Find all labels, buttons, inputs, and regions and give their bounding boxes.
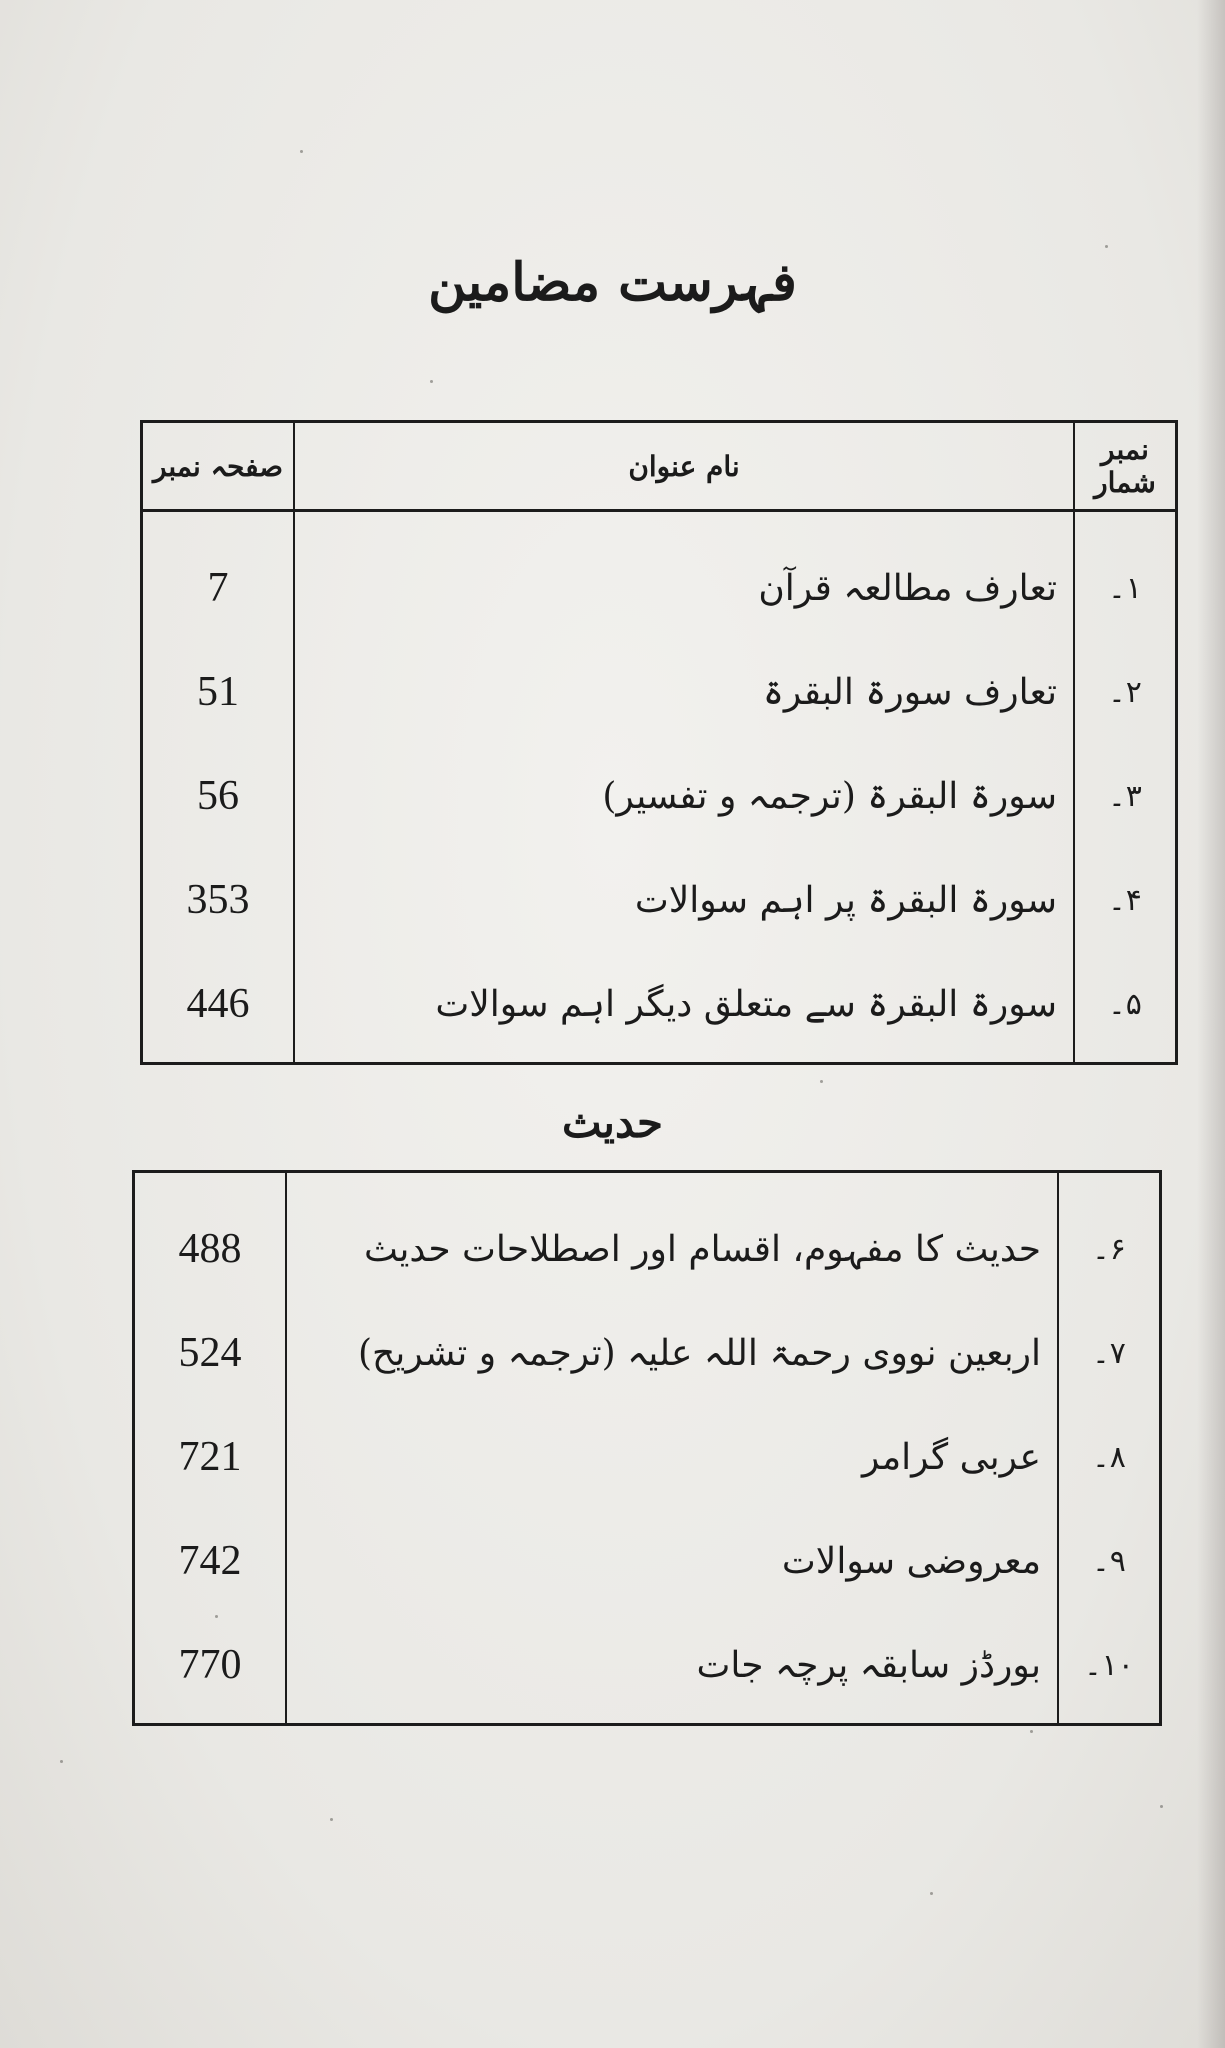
row-number: ۷۔ [1058, 1301, 1161, 1405]
section-title-hadith: حدیث [562, 1098, 663, 1147]
row-number: ۶۔ [1058, 1172, 1161, 1302]
row-number: ۵۔ [1074, 952, 1177, 1064]
paper-speck [60, 1760, 63, 1763]
table-row [142, 511, 1177, 641]
paper-speck [930, 1892, 933, 1895]
row-title: سورۃ البقرۃ پر اہم سوالات [294, 848, 1074, 952]
page-title: فہرست مضامین [428, 252, 797, 313]
row-title: تعارف مطالعہ قرآن [294, 511, 1074, 641]
table-row [142, 744, 1177, 848]
paper-speck [1030, 1730, 1033, 1733]
row-page: 353 [142, 848, 295, 952]
row-page: 524 [134, 1301, 287, 1405]
row-number: ۹۔ [1058, 1509, 1161, 1613]
table-row [134, 1509, 1161, 1613]
row-page: 56 [142, 744, 295, 848]
row-title: عربی گرامر [286, 1405, 1058, 1509]
paper-speck [430, 380, 433, 383]
table-row [134, 1301, 1161, 1405]
row-title: سورۃ البقرۃ سے متعلق دیگر اہم سوالات [294, 952, 1074, 1064]
row-title: حدیث کا مفہوم، اقسام اور اصطلاحات حدیث [286, 1172, 1058, 1302]
row-number: ۱۰۔ [1058, 1613, 1161, 1725]
header-page: صفحہ نمبر [142, 422, 295, 511]
contents-table-quran [140, 420, 1178, 1065]
table-header-row [142, 422, 1177, 511]
row-page: 446 [142, 952, 295, 1064]
row-page: 51 [142, 640, 295, 744]
paper-speck [1105, 245, 1108, 248]
paper-speck [330, 1818, 333, 1821]
row-page: 7 [142, 511, 295, 641]
row-number: ۸۔ [1058, 1405, 1161, 1509]
row-title: اربعین نووی رحمۃ اللہ علیہ (ترجمہ و تشریح) [286, 1301, 1058, 1405]
row-page: 721 [134, 1405, 287, 1509]
header-number: نمبر شمار [1074, 422, 1177, 511]
paper-speck [300, 150, 303, 153]
table-row [134, 1613, 1161, 1725]
table-row [142, 848, 1177, 952]
table-row [142, 640, 1177, 744]
row-number: ۳۔ [1074, 744, 1177, 848]
row-page: 488 [134, 1172, 287, 1302]
contents-table-hadith [132, 1170, 1162, 1726]
row-title: سورۃ البقرۃ (ترجمہ و تفسیر) [294, 744, 1074, 848]
table-row [142, 952, 1177, 1064]
paper-speck [820, 1080, 823, 1083]
row-number: ۱۔ [1074, 511, 1177, 641]
row-page: 770 [134, 1613, 287, 1725]
row-number: ۴۔ [1074, 848, 1177, 952]
paper-speck [1160, 1805, 1163, 1808]
row-title: بورڈز سابقہ پرچہ جات [286, 1613, 1058, 1725]
row-number: ۲۔ [1074, 640, 1177, 744]
row-title: معروضی سوالات [286, 1509, 1058, 1613]
table-row [134, 1405, 1161, 1509]
header-title: نام عنوان [294, 422, 1074, 511]
row-title: تعارف سورۃ البقرۃ [294, 640, 1074, 744]
table-row [134, 1172, 1161, 1302]
row-page: 742 [134, 1509, 287, 1613]
